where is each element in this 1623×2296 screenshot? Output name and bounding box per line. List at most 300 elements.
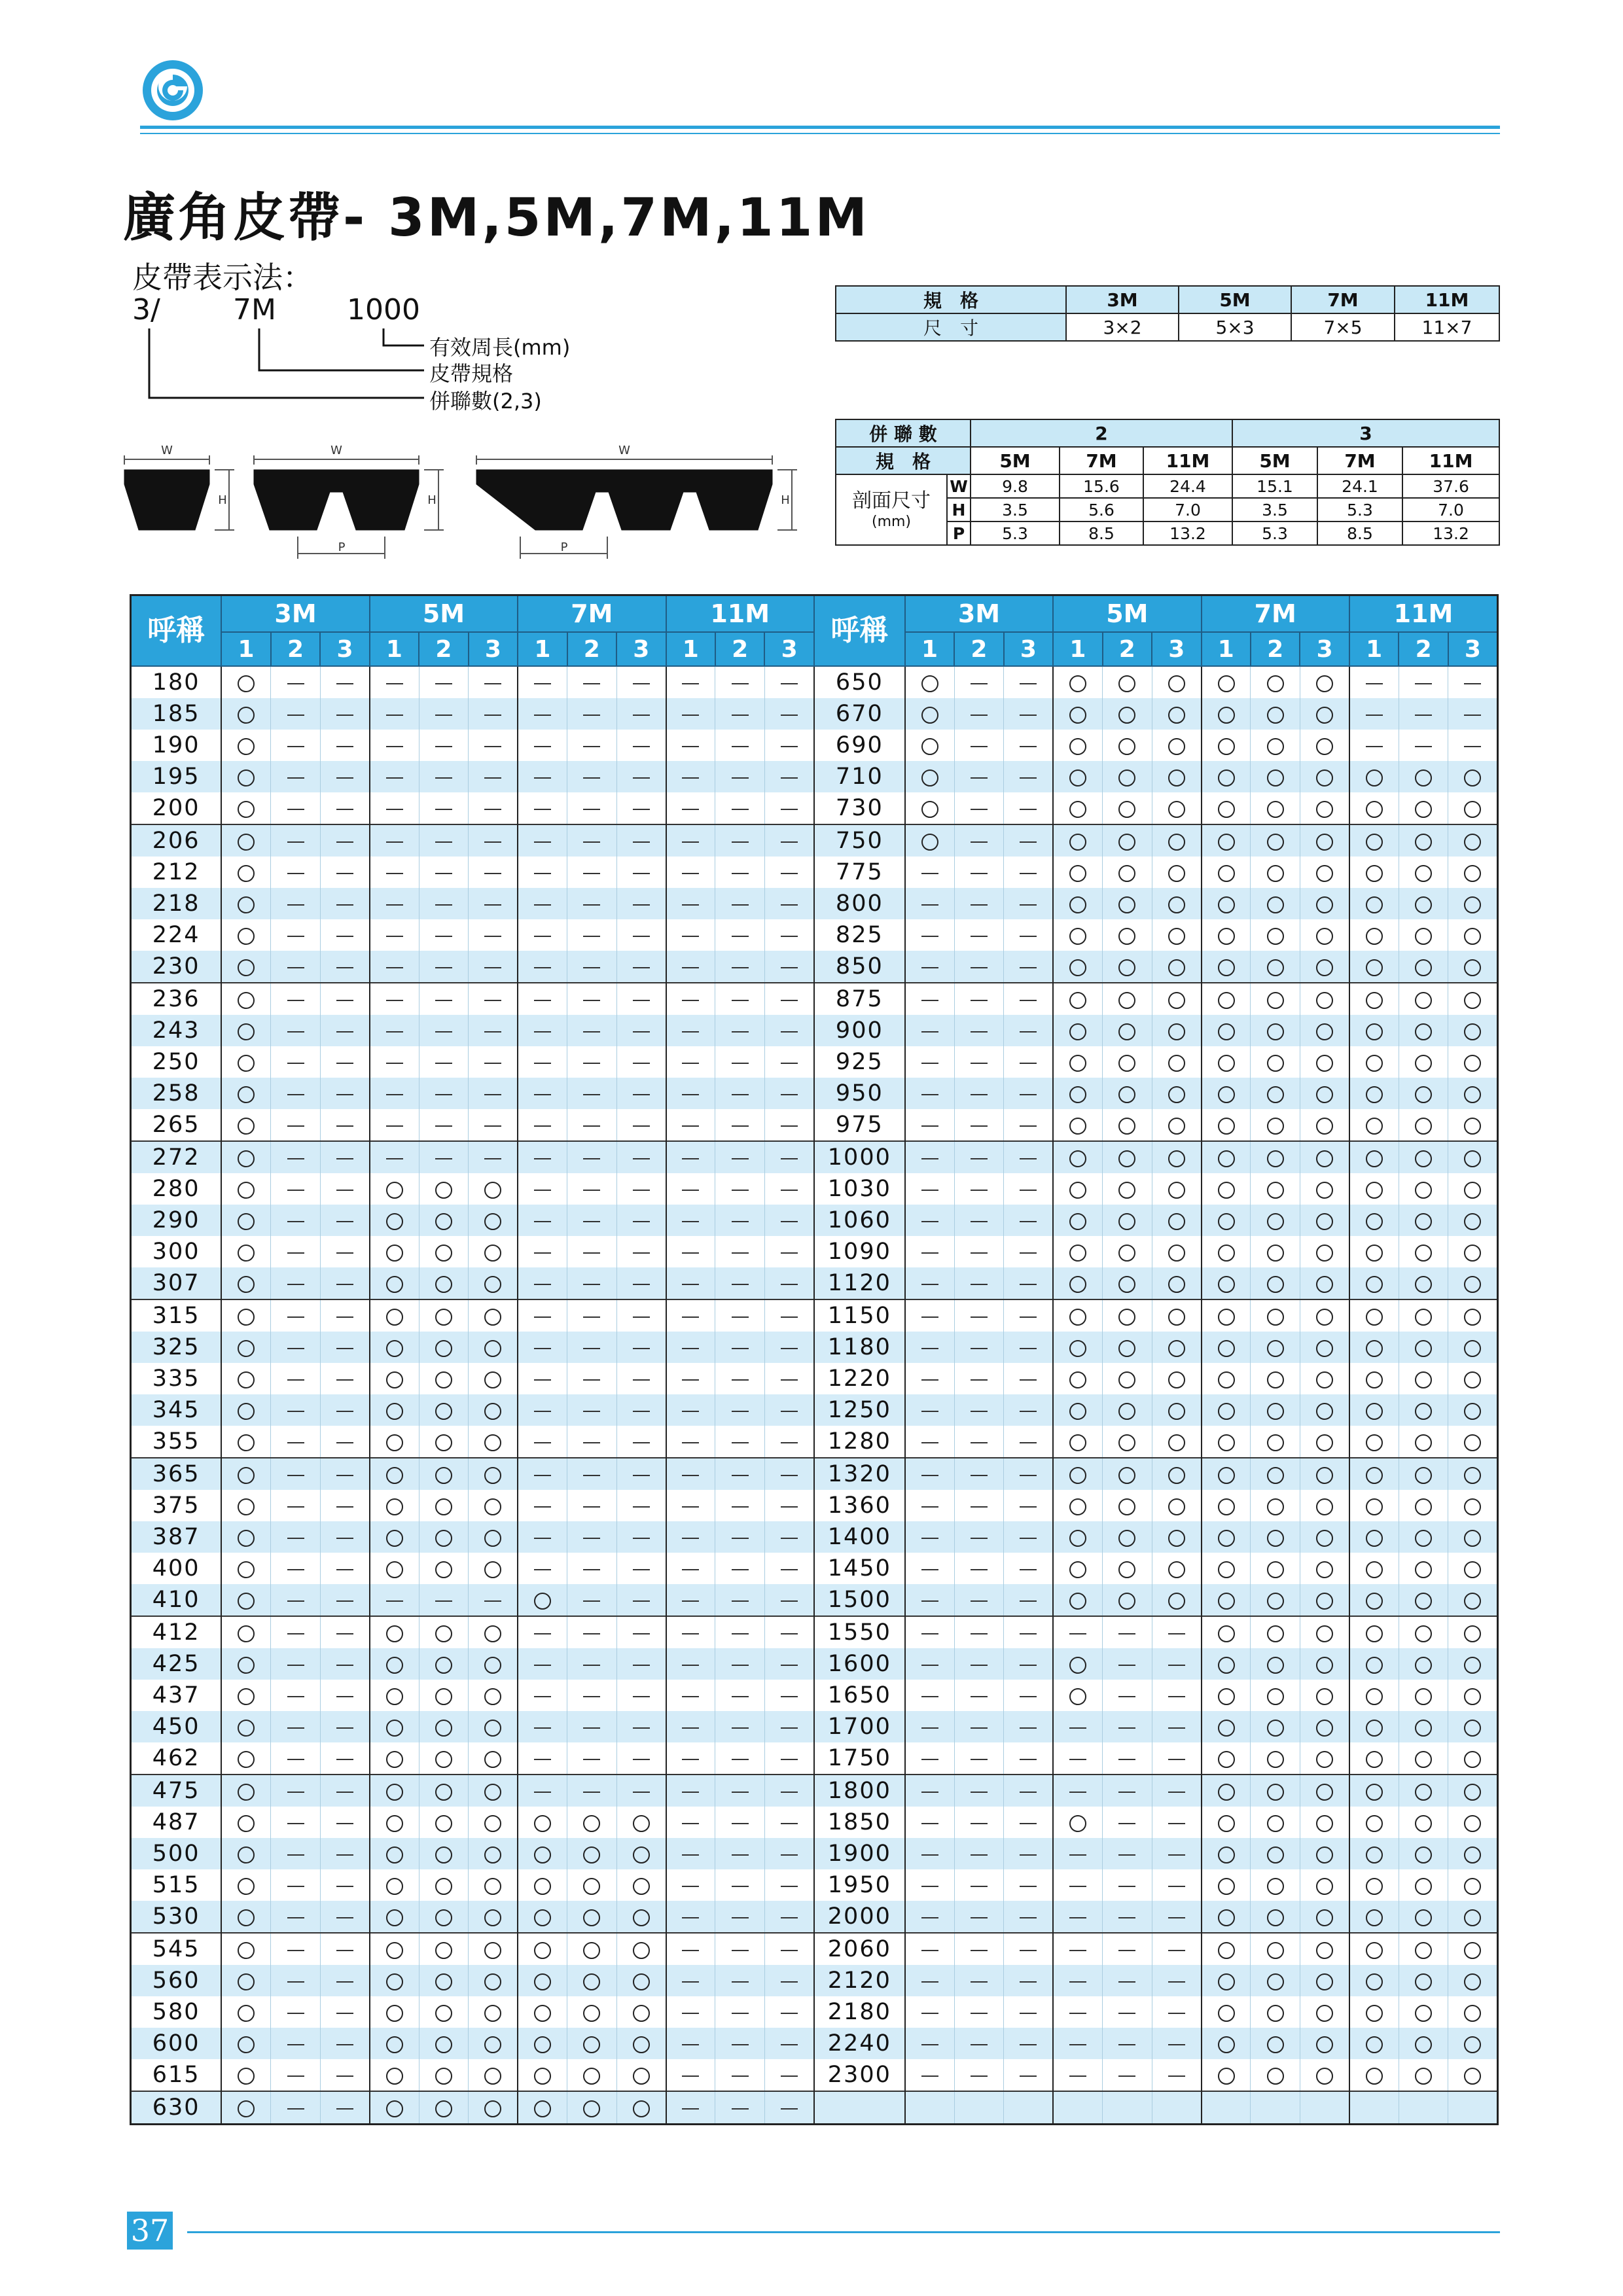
dash-icon bbox=[534, 1442, 551, 1443]
availability-cell bbox=[370, 1807, 419, 1838]
circle-icon bbox=[1366, 992, 1383, 1009]
dash-icon bbox=[1020, 1759, 1037, 1760]
availability-cell bbox=[419, 983, 468, 1015]
dash-icon bbox=[1069, 1792, 1086, 1793]
availability-cell bbox=[419, 1742, 468, 1775]
circle-icon bbox=[1267, 1751, 1284, 1768]
availability-cell bbox=[764, 919, 813, 951]
availability-cell bbox=[715, 983, 764, 1015]
dash-icon bbox=[534, 683, 551, 684]
availability-cell bbox=[271, 1078, 320, 1109]
table-row bbox=[131, 1711, 1498, 1742]
availability-cell bbox=[1349, 1363, 1399, 1394]
circle-icon bbox=[1267, 2036, 1284, 2053]
dash-icon bbox=[1020, 1411, 1037, 1412]
count-header: 1 bbox=[370, 632, 419, 666]
availability-cell bbox=[1448, 1616, 1498, 1648]
availability-cell bbox=[905, 792, 954, 824]
availability-cell bbox=[221, 792, 270, 824]
dash-icon bbox=[971, 1252, 988, 1254]
dash-icon bbox=[633, 1538, 650, 1539]
circle-icon bbox=[1069, 1055, 1086, 1072]
availability-cell bbox=[954, 1015, 1003, 1046]
availability-cell bbox=[1152, 1584, 1201, 1616]
availability-cell bbox=[1152, 1807, 1201, 1838]
count-header: 2 bbox=[1103, 632, 1152, 666]
table-row bbox=[131, 888, 1498, 919]
circle-icon bbox=[1168, 1593, 1185, 1610]
table-row bbox=[131, 1332, 1498, 1363]
dash-icon bbox=[682, 2013, 699, 2014]
dash-icon bbox=[435, 1158, 452, 1159]
spec-row-label: 規 格 bbox=[836, 286, 1066, 313]
circle-icon bbox=[1464, 769, 1481, 786]
availability-cell bbox=[666, 2059, 715, 2091]
circle-icon bbox=[534, 2068, 551, 2085]
circle-icon bbox=[1267, 1467, 1284, 1484]
availability-cell bbox=[1202, 1363, 1251, 1394]
availability-cell bbox=[1152, 983, 1201, 1015]
dash-icon bbox=[1020, 1950, 1037, 1951]
circle-icon bbox=[1118, 1340, 1135, 1357]
circle-icon bbox=[534, 1815, 551, 1832]
circle-icon bbox=[386, 1276, 403, 1293]
dash-icon bbox=[1118, 2044, 1135, 2045]
availability-cell bbox=[1300, 1838, 1349, 1869]
dim-value: 7.0 bbox=[1402, 498, 1499, 521]
availability-cell bbox=[1202, 1648, 1251, 1680]
availability-cell bbox=[469, 1015, 518, 1046]
availability-cell bbox=[271, 1109, 320, 1141]
dash-icon bbox=[1168, 1633, 1185, 1634]
availability-cell bbox=[271, 824, 320, 857]
availability-cell bbox=[370, 1015, 419, 1046]
circle-icon bbox=[435, 1720, 452, 1737]
circle-icon bbox=[386, 1434, 403, 1451]
availability-cell bbox=[1152, 1236, 1201, 1267]
availability-cell bbox=[905, 1015, 954, 1046]
availability-cell bbox=[469, 1742, 518, 1775]
table-row bbox=[131, 1996, 1498, 2028]
dash-icon bbox=[534, 841, 551, 843]
circle-icon bbox=[484, 1403, 501, 1420]
availability-cell bbox=[1004, 666, 1053, 698]
availability-cell bbox=[1202, 1711, 1251, 1742]
dash-icon bbox=[534, 746, 551, 747]
circle-icon bbox=[1218, 1086, 1235, 1103]
circle-icon bbox=[435, 1530, 452, 1547]
availability-cell bbox=[1251, 1205, 1300, 1236]
table-row bbox=[131, 2059, 1498, 2091]
circle-icon bbox=[1464, 1973, 1481, 1990]
availability-cell bbox=[419, 1109, 468, 1141]
table-row bbox=[131, 857, 1498, 888]
availability-cell bbox=[1152, 761, 1201, 792]
dash-icon bbox=[484, 873, 501, 874]
spec-dim: 3×2 bbox=[1066, 313, 1179, 341]
dash-icon bbox=[484, 967, 501, 968]
dash-icon bbox=[921, 1475, 938, 1476]
availability-cell bbox=[518, 1775, 567, 1807]
circle-icon bbox=[633, 1942, 650, 1959]
circle-icon bbox=[386, 1182, 403, 1199]
circle-icon bbox=[1118, 1023, 1135, 1040]
dash-icon bbox=[732, 936, 749, 937]
availability-cell bbox=[1399, 698, 1448, 730]
dash-icon bbox=[732, 1696, 749, 1697]
dash-icon bbox=[781, 683, 798, 684]
dash-icon bbox=[287, 1158, 304, 1159]
availability-cell bbox=[567, 1046, 616, 1078]
availability-cell bbox=[271, 1332, 320, 1363]
availability-cell bbox=[370, 2091, 419, 2125]
circle-icon bbox=[1366, 1245, 1383, 1262]
availability-cell bbox=[1399, 951, 1448, 983]
circle-icon bbox=[1366, 1878, 1383, 1895]
availability-cell bbox=[370, 1711, 419, 1742]
circle-icon bbox=[1415, 959, 1432, 976]
circle-icon bbox=[1464, 959, 1481, 976]
availability-cell bbox=[666, 1205, 715, 1236]
circle-icon bbox=[238, 1498, 255, 1515]
dash-icon bbox=[682, 1917, 699, 1918]
availability-cell bbox=[370, 1490, 419, 1521]
circle-icon bbox=[1118, 1498, 1135, 1515]
availability-cell bbox=[469, 888, 518, 919]
circle-icon bbox=[484, 2068, 501, 2085]
circle-icon bbox=[484, 1340, 501, 1357]
dash-icon bbox=[1020, 1981, 1037, 1983]
dash-icon bbox=[781, 1379, 798, 1381]
availability-cell bbox=[715, 1109, 764, 1141]
dash-icon bbox=[633, 904, 650, 906]
circle-icon bbox=[484, 1371, 501, 1388]
dash-icon bbox=[1020, 2075, 1037, 2077]
dash-icon bbox=[583, 1125, 600, 1127]
availability-cell bbox=[370, 2028, 419, 2059]
availability-cell bbox=[370, 1332, 419, 1363]
availability-cell bbox=[567, 1141, 616, 1173]
availability-cell bbox=[469, 761, 518, 792]
availability-cell bbox=[666, 1901, 715, 1933]
availability-cell bbox=[1448, 1332, 1498, 1363]
circle-icon bbox=[1464, 2068, 1481, 2085]
availability-cell bbox=[1448, 951, 1498, 983]
availability-cell bbox=[1053, 983, 1102, 1015]
circle-icon bbox=[435, 1213, 452, 1230]
nominal-size: 250 bbox=[131, 1046, 222, 1078]
availability-cell bbox=[1448, 1458, 1498, 1490]
circle-icon bbox=[1464, 1751, 1481, 1768]
dash-icon bbox=[534, 1538, 551, 1539]
availability-cell bbox=[1152, 1490, 1201, 1521]
table-row bbox=[131, 1521, 1498, 1553]
availability-cell bbox=[1004, 2091, 1053, 2125]
availability-cell bbox=[1202, 666, 1251, 698]
availability-cell bbox=[905, 824, 954, 857]
availability-cell bbox=[1251, 1996, 1300, 2028]
dash-icon bbox=[336, 1316, 353, 1318]
availability-cell bbox=[469, 1173, 518, 1205]
availability-cell bbox=[419, 1299, 468, 1332]
circle-icon bbox=[633, 2005, 650, 2022]
dash-icon bbox=[633, 1475, 650, 1476]
availability-cell bbox=[954, 1965, 1003, 1996]
circle-icon bbox=[238, 1150, 255, 1167]
circle-icon bbox=[1118, 992, 1135, 1009]
circle-icon bbox=[238, 1213, 255, 1230]
circle-icon bbox=[1118, 1561, 1135, 1578]
circle-icon bbox=[1218, 1657, 1235, 1674]
circle-icon bbox=[238, 1245, 255, 1262]
circle-icon bbox=[1366, 1751, 1383, 1768]
availability-cell bbox=[616, 1901, 666, 1933]
circle-icon bbox=[238, 1086, 255, 1103]
availability-cell bbox=[1004, 1901, 1053, 1933]
circle-icon bbox=[1464, 896, 1481, 913]
dash-icon bbox=[1020, 1665, 1037, 1666]
availability-cell bbox=[1103, 1046, 1152, 1078]
availability-cell bbox=[954, 1996, 1003, 2028]
dash-icon bbox=[583, 1727, 600, 1729]
availability-cell bbox=[469, 1267, 518, 1299]
dash-icon bbox=[484, 1031, 501, 1033]
circle-icon bbox=[1168, 738, 1185, 755]
dash-icon bbox=[435, 967, 452, 968]
availability-cell bbox=[715, 857, 764, 888]
availability-cell bbox=[954, 1584, 1003, 1616]
availability-cell bbox=[419, 1648, 468, 1680]
availability-cell bbox=[1300, 2091, 1349, 2125]
belt-cross-section-diagram bbox=[118, 432, 798, 569]
circle-icon bbox=[238, 1182, 255, 1199]
availability-cell bbox=[1202, 1584, 1251, 1616]
availability-cell bbox=[370, 1426, 419, 1458]
circle-icon bbox=[386, 1561, 403, 1578]
availability-cell bbox=[271, 2091, 320, 2125]
dash-icon bbox=[336, 1348, 353, 1349]
dim-value: 13.2 bbox=[1402, 521, 1499, 545]
availability-cell bbox=[518, 2059, 567, 2091]
availability-cell bbox=[666, 888, 715, 919]
dash-icon bbox=[633, 777, 650, 779]
availability-cell bbox=[1202, 1490, 1251, 1521]
count-header: 3 bbox=[1152, 632, 1201, 666]
dash-icon bbox=[1020, 1063, 1037, 1064]
circle-icon bbox=[1267, 707, 1284, 724]
availability-cell bbox=[469, 1838, 518, 1869]
availability-cell bbox=[1152, 2028, 1201, 2059]
availability-cell bbox=[469, 919, 518, 951]
page-number: 37 bbox=[127, 2212, 173, 2250]
availability-cell bbox=[1004, 1363, 1053, 1394]
circle-icon bbox=[1366, 801, 1383, 818]
availability-cell bbox=[370, 1742, 419, 1775]
availability-cell bbox=[1399, 888, 1448, 919]
availability-cell bbox=[1399, 1711, 1448, 1742]
availability-cell bbox=[715, 1648, 764, 1680]
nominal-size: 335 bbox=[131, 1363, 222, 1394]
circle-icon bbox=[1267, 1561, 1284, 1578]
availability-cell bbox=[1251, 1236, 1300, 1267]
count-header: 1 bbox=[1053, 632, 1102, 666]
availability-cell bbox=[1004, 1046, 1053, 1078]
availability-cell bbox=[320, 1711, 369, 1742]
availability-cell bbox=[1251, 2059, 1300, 2091]
availability-cell bbox=[1004, 1173, 1053, 1205]
availability-cell bbox=[954, 951, 1003, 983]
dash-icon bbox=[921, 1981, 938, 1983]
dash-icon bbox=[781, 1252, 798, 1254]
dash-icon bbox=[633, 1506, 650, 1508]
availability-cell bbox=[567, 1267, 616, 1299]
dash-icon bbox=[1020, 1000, 1037, 1001]
availability-cell bbox=[1399, 666, 1448, 698]
circle-icon bbox=[1218, 2036, 1235, 2053]
circle-icon bbox=[1069, 834, 1086, 851]
availability-cell bbox=[221, 1584, 270, 1616]
circle-icon bbox=[1118, 1467, 1135, 1484]
circle-icon bbox=[1464, 1213, 1481, 1230]
dash-icon bbox=[633, 1125, 650, 1127]
availability-cell bbox=[905, 1458, 954, 1490]
availability-cell bbox=[666, 1616, 715, 1648]
nominal-size: 545 bbox=[131, 1933, 222, 1965]
dash-icon bbox=[435, 1031, 452, 1033]
circle-icon bbox=[1316, 1688, 1333, 1705]
availability-cell bbox=[1251, 1299, 1300, 1332]
dash-icon bbox=[287, 1411, 304, 1412]
availability-cell bbox=[1300, 2059, 1349, 2091]
dash-icon bbox=[971, 936, 988, 937]
diagram-height-label: H bbox=[427, 493, 437, 507]
circle-icon bbox=[1168, 675, 1185, 692]
circle-icon bbox=[435, 1625, 452, 1642]
circle-icon bbox=[1366, 959, 1383, 976]
availability-cell bbox=[271, 1869, 320, 1901]
availability-cell bbox=[1251, 824, 1300, 857]
dash-icon bbox=[921, 1633, 938, 1634]
circle-icon bbox=[386, 2100, 403, 2117]
availability-cell bbox=[271, 1490, 320, 1521]
table-row bbox=[131, 1648, 1498, 1680]
availability-cell bbox=[1349, 698, 1399, 730]
availability-cell bbox=[1251, 792, 1300, 824]
circle-icon bbox=[1464, 1530, 1481, 1547]
dash-icon bbox=[484, 1063, 501, 1064]
availability-cell bbox=[221, 761, 270, 792]
availability-cell bbox=[320, 1838, 369, 1869]
circle-icon bbox=[1316, 1720, 1333, 1737]
dash-icon bbox=[336, 1094, 353, 1095]
dash-icon bbox=[732, 1886, 749, 1887]
dash-icon bbox=[336, 683, 353, 684]
circle-icon bbox=[1316, 959, 1333, 976]
dash-icon bbox=[682, 873, 699, 874]
availability-cell bbox=[764, 761, 813, 792]
circle-icon bbox=[1415, 1973, 1432, 1990]
circle-icon bbox=[1366, 1593, 1383, 1610]
availability-cell bbox=[666, 1553, 715, 1584]
dash-icon bbox=[781, 1950, 798, 1951]
availability-cell bbox=[419, 1205, 468, 1236]
dash-icon bbox=[1366, 715, 1383, 716]
availability-cell bbox=[954, 1078, 1003, 1109]
circle-icon bbox=[238, 1309, 255, 1326]
availability-cell bbox=[221, 1711, 270, 1742]
dash-icon bbox=[732, 683, 749, 684]
availability-cell bbox=[1004, 983, 1053, 1015]
availability-cell bbox=[1004, 1933, 1053, 1965]
availability-cell bbox=[1053, 1332, 1102, 1363]
circle-icon bbox=[386, 1784, 403, 1801]
circle-icon bbox=[1168, 1371, 1185, 1388]
dash-icon bbox=[287, 1190, 304, 1191]
circle-icon bbox=[386, 1657, 403, 1674]
availability-cell bbox=[616, 983, 666, 1015]
dash-icon bbox=[484, 683, 501, 684]
availability-cell bbox=[616, 1078, 666, 1109]
availability-cell bbox=[1448, 1046, 1498, 1078]
dash-icon bbox=[1118, 1854, 1135, 1856]
circle-icon bbox=[238, 707, 255, 724]
circle-icon bbox=[1118, 1055, 1135, 1072]
dash-icon bbox=[971, 1284, 988, 1285]
circle-icon bbox=[1267, 1150, 1284, 1167]
availability-cell bbox=[419, 1869, 468, 1901]
nominal-size: 185 bbox=[131, 698, 222, 730]
availability-cell bbox=[1152, 1015, 1201, 1046]
availability-cell bbox=[905, 2091, 954, 2125]
availability-cell bbox=[715, 1869, 764, 1901]
availability-cell bbox=[469, 1458, 518, 1490]
availability-cell bbox=[370, 1553, 419, 1584]
availability-cell bbox=[518, 730, 567, 761]
availability-cell bbox=[1251, 1078, 1300, 1109]
availability-cell bbox=[1103, 761, 1152, 792]
dash-icon bbox=[781, 1792, 798, 1793]
nominal-size: 1180 bbox=[814, 1332, 905, 1363]
dash-icon bbox=[682, 1950, 699, 1951]
availability-cell bbox=[1152, 2091, 1201, 2125]
circle-icon bbox=[1366, 1498, 1383, 1515]
availability-cell bbox=[1251, 1521, 1300, 1553]
availability-cell bbox=[1202, 824, 1251, 857]
dash-icon bbox=[386, 873, 403, 874]
availability-cell bbox=[419, 1996, 468, 2028]
dash-icon bbox=[484, 715, 501, 716]
availability-cell bbox=[666, 1394, 715, 1426]
availability-cell bbox=[666, 1648, 715, 1680]
circle-icon bbox=[1267, 992, 1284, 1009]
availability-cell bbox=[1251, 1109, 1300, 1141]
availability-cell bbox=[370, 1584, 419, 1616]
circle-icon bbox=[1168, 1245, 1185, 1262]
availability-cell bbox=[518, 761, 567, 792]
nominal-size: 530 bbox=[131, 1901, 222, 1933]
circle-icon bbox=[583, 1846, 600, 1863]
availability-cell bbox=[905, 1078, 954, 1109]
availability-cell bbox=[1053, 1078, 1102, 1109]
availability-cell bbox=[1152, 1996, 1201, 2028]
availability-cell bbox=[1053, 1584, 1102, 1616]
dash-icon bbox=[1020, 1221, 1037, 1222]
availability-cell bbox=[320, 2059, 369, 2091]
circle-icon bbox=[1118, 1182, 1135, 1199]
availability-cell bbox=[320, 1458, 369, 1490]
availability-cell bbox=[419, 1394, 468, 1426]
availability-cell bbox=[271, 2059, 320, 2091]
